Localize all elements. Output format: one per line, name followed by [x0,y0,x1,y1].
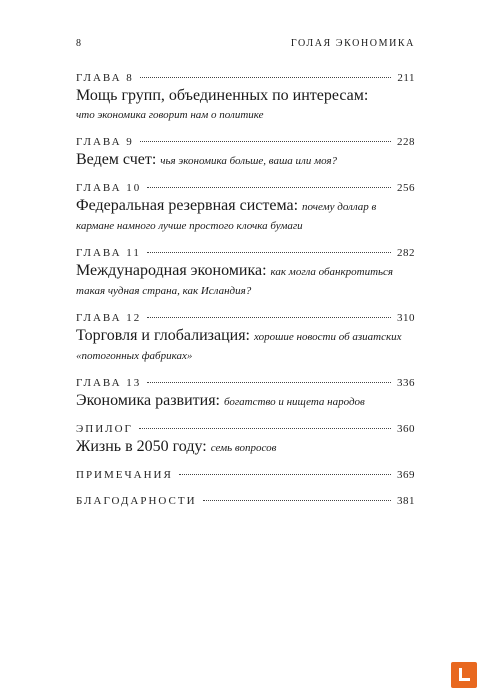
dot-leader [203,500,391,501]
toc-page: 369 [397,469,415,481]
toc-entry[interactable] [76,495,415,507]
toc-subtitle: хорошие новости об азиатских «потогонных фабриках» [76,331,402,362]
toc-page: 336 [397,377,415,389]
toc-label: ГЛАВА 8 [76,72,134,84]
toc-title: Федеральная резервная система: [76,197,299,214]
toc-page: 381 [397,495,415,507]
toc-entry[interactable] [76,377,415,411]
toc-entry[interactable] [76,72,415,124]
toc-label: БЛАГОДАРНОСТИ [76,495,197,507]
toc-page: 360 [397,423,415,435]
dot-leader [147,382,391,383]
toc-entry[interactable] [76,312,415,365]
dot-leader [179,474,391,475]
toc-page: 282 [397,247,415,259]
running-title: ГОЛАЯ ЭКОНОМИКА [290,38,415,49]
toc-title: Экономика развития: [76,392,220,409]
toc-entry[interactable] [76,423,415,457]
toc-subtitle: что экономика говорит нам о политике [76,109,264,121]
toc-subtitle: почему доллар в кармане намного лучше простого клочка бумаги [76,201,377,232]
dot-leader [140,77,392,78]
toc-label: ПРИМЕЧАНИЯ [76,469,173,481]
toc-label: ГЛАВА 10 [76,182,142,194]
toc-subtitle: семь вопросов [210,442,277,454]
toc-entry[interactable] [76,469,415,481]
toc-entry[interactable] [76,136,415,170]
toc-label: ГЛАВА 9 [76,136,134,148]
toc-entry[interactable] [76,182,415,235]
dot-leader [147,317,391,318]
logo-glyph [451,662,477,688]
page-number: 8 [76,38,83,49]
toc-label: ГЛАВА 11 [76,247,141,259]
toc-title: Международная экономика: [76,262,267,279]
toc-label: ГЛАВА 12 [76,312,142,324]
publisher-logo-icon [451,662,477,688]
toc-label: ГЛАВА 13 [76,377,142,389]
toc-subtitle: богатство и нищета народов [224,396,365,408]
dot-leader [139,428,391,429]
toc-page: 211 [397,72,415,84]
toc-label: ЭПИЛОГ [76,423,133,435]
toc-page: 256 [397,182,415,194]
toc-title: Ведем счет: [76,151,157,168]
toc-subtitle: как могла обанкротиться такая чудная страна, как Исландия? [76,266,394,297]
toc-page: 310 [397,312,415,324]
toc-entry[interactable] [76,247,415,300]
table-of-contents [76,72,415,521]
toc-title: Торговля и глобализация: [76,327,250,344]
toc-page: 228 [397,136,415,148]
dot-leader [147,252,391,253]
toc-title: Жизнь в 2050 году: [76,438,207,455]
toc-title: Мощь групп, объединенных по интересам: [76,87,369,104]
page-header [76,38,415,49]
dot-leader [140,141,391,142]
toc-subtitle: чья экономика больше, ваша или моя? [160,155,338,167]
dot-leader [147,187,391,188]
